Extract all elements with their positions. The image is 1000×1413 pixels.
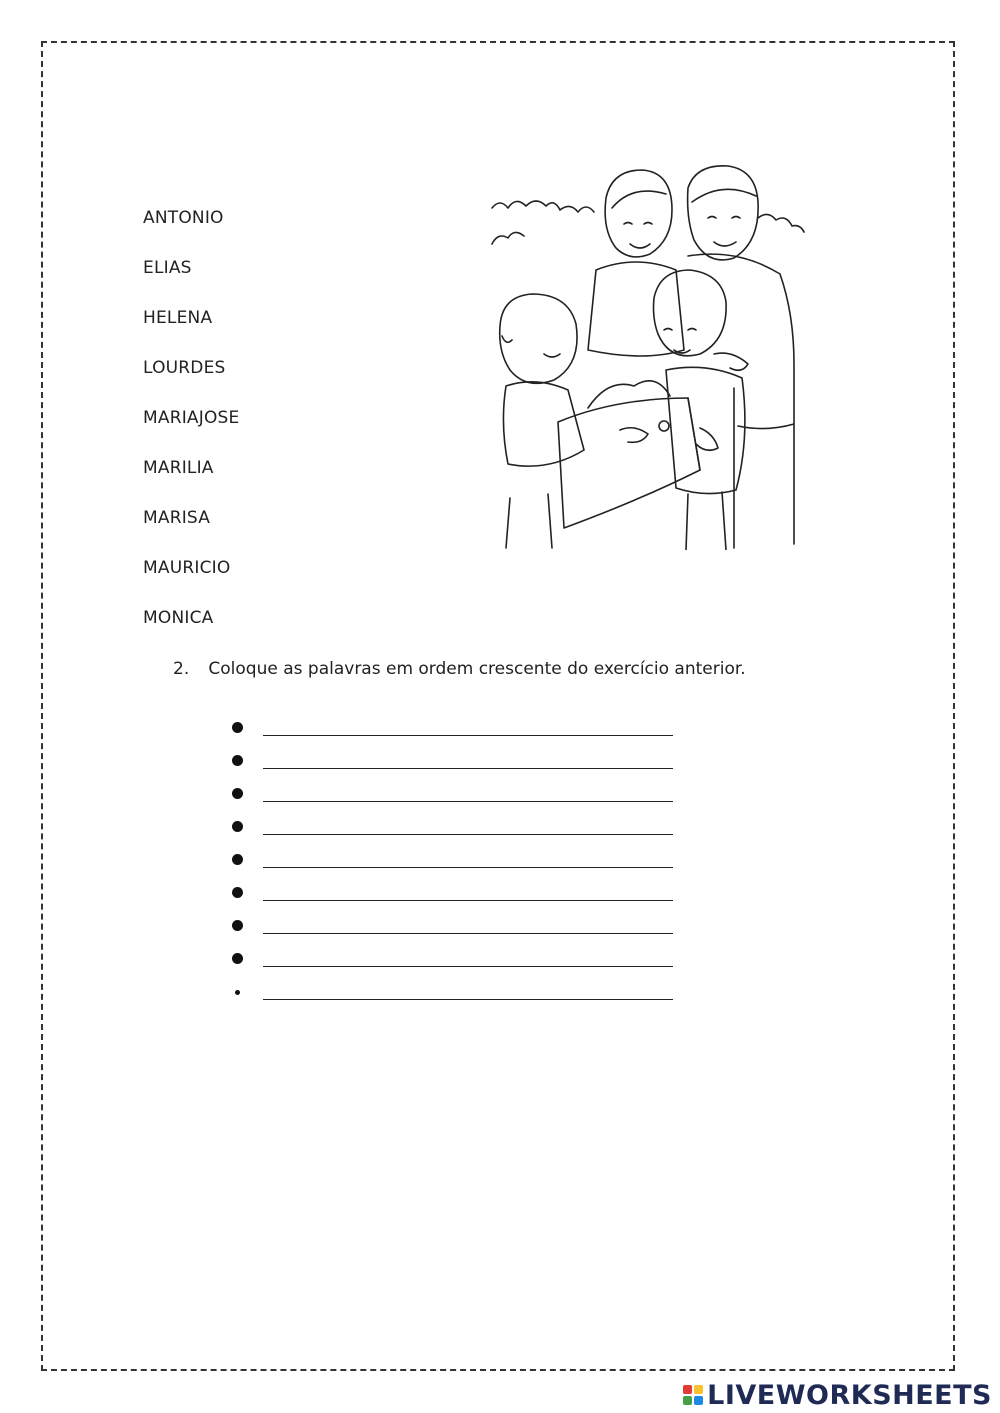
answer-line[interactable] <box>263 768 673 769</box>
answer-line[interactable] <box>263 801 673 802</box>
bullet-icon <box>232 887 243 898</box>
name-item: ELIAS <box>143 258 192 278</box>
bullet-icon <box>232 821 243 832</box>
answer-line[interactable] <box>263 867 673 868</box>
answer-line[interactable] <box>263 966 673 967</box>
answer-line[interactable] <box>263 999 673 1000</box>
bullet-icon <box>232 920 243 931</box>
brand-logo-icon <box>683 1385 703 1405</box>
bullet-icon <box>232 755 243 766</box>
question-text: Coloque as palavras em ordem crescente do exercício anterior. <box>208 659 746 679</box>
answer-line[interactable] <box>263 735 673 736</box>
question-2 <box>173 659 746 679</box>
name-item: LOURDES <box>143 358 226 378</box>
bullet-icon <box>232 722 243 733</box>
question-number: 2. <box>173 659 190 679</box>
name-item: MARILIA <box>143 458 214 478</box>
name-item: ANTONIO <box>143 208 224 228</box>
name-item: MARISA <box>143 508 211 528</box>
brand-watermark <box>683 1378 992 1412</box>
bullet-icon <box>232 788 243 799</box>
name-item: MARIAJOSE <box>143 408 240 428</box>
name-item: MONICA <box>143 608 214 628</box>
bullet-icon <box>232 953 243 964</box>
bullet-icon <box>235 990 240 995</box>
answer-line[interactable] <box>263 900 673 901</box>
answer-line[interactable] <box>263 834 673 835</box>
answer-line[interactable] <box>263 933 673 934</box>
bullet-icon <box>232 854 243 865</box>
name-item: MAURICIO <box>143 558 231 578</box>
brand-name: LIVEWORKSHEETS <box>707 1379 992 1411</box>
name-item: HELENA <box>143 308 213 328</box>
name-list <box>143 208 239 658</box>
family-illustration <box>488 158 808 550</box>
